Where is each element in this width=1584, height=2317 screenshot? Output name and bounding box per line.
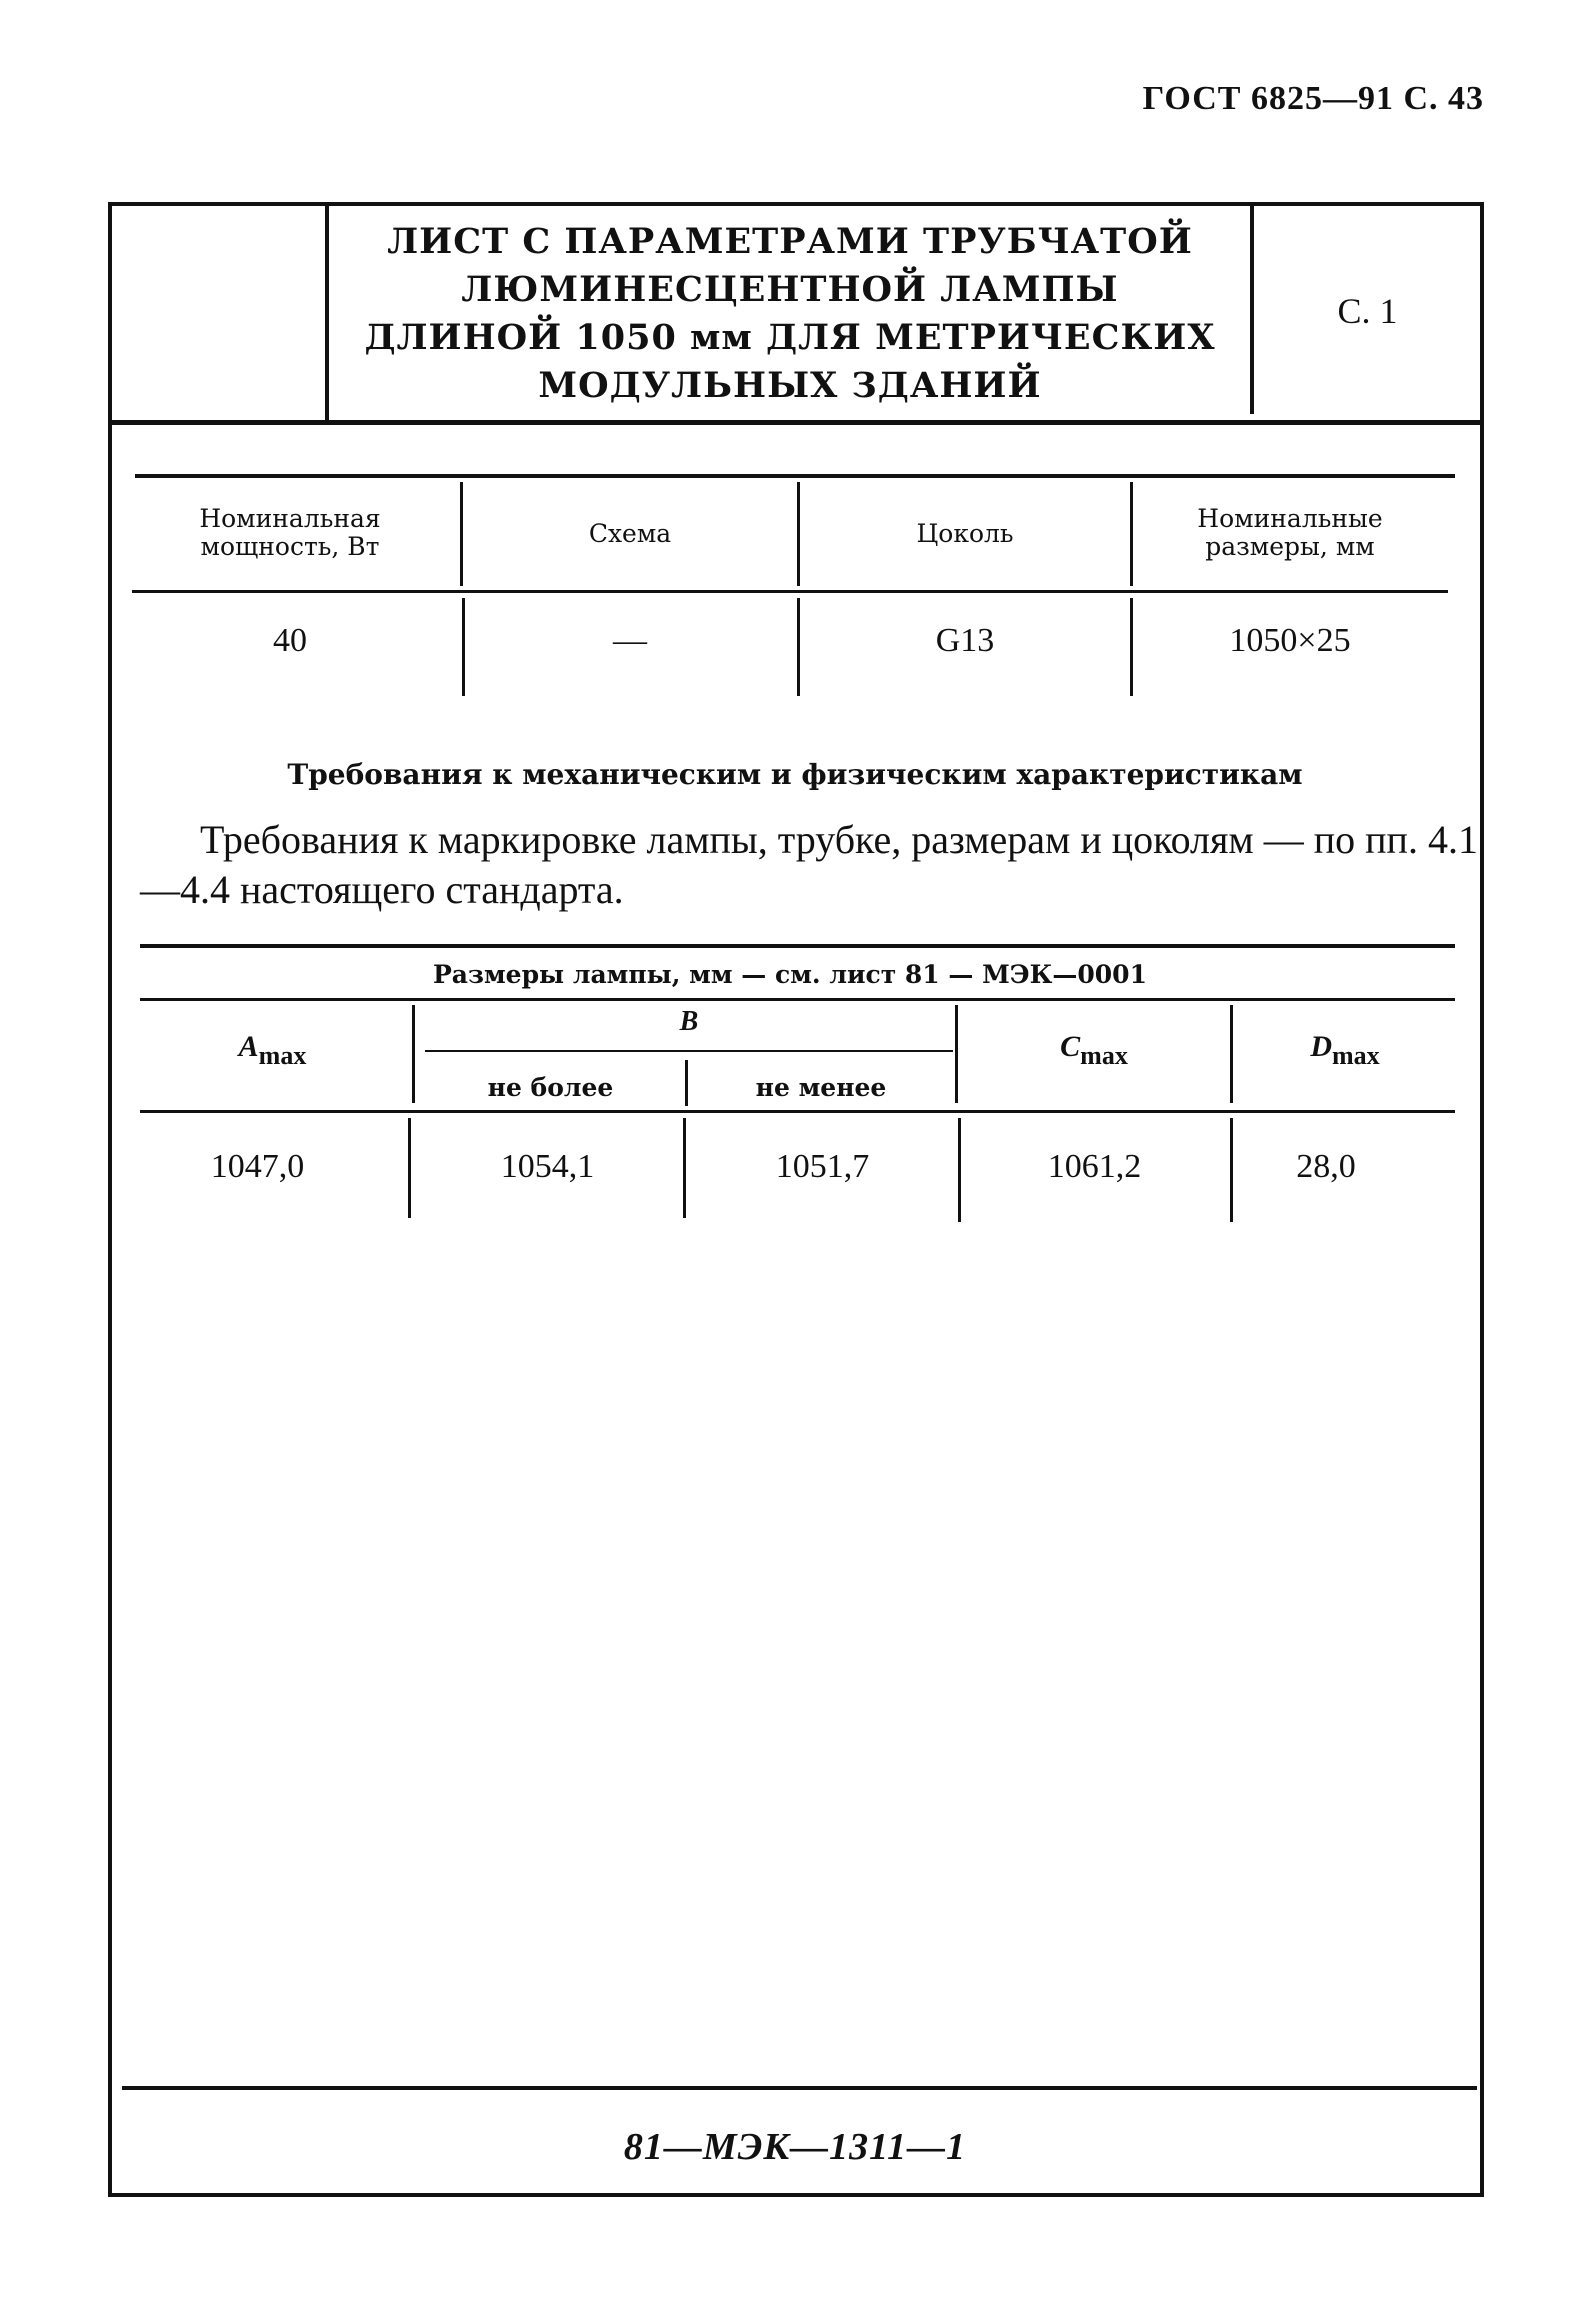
value-d: 28,0	[1296, 1148, 1356, 1185]
dims-col-divider	[412, 1005, 415, 1103]
header-c	[960, 1030, 1228, 1071]
value-scheme: —	[613, 622, 647, 659]
header-a-sub: max	[258, 1041, 307, 1070]
header-a-letter: A	[238, 1030, 259, 1063]
header-b-min: не менее	[755, 1073, 887, 1102]
dims-caption-rule	[140, 998, 1455, 1001]
value-power: 40	[273, 622, 307, 659]
title-line: ДЛИНОЙ 1050 мм ДЛЯ МЕТРИЧЕСКИХ	[364, 317, 1216, 358]
value-a: 1047,0	[210, 1148, 305, 1185]
sheet-frame	[108, 202, 1484, 2197]
title-line: ЛЮМИНЕСЦЕНТНОЙ ЛАМПЫ	[461, 269, 1119, 310]
header-scheme: Схема	[588, 519, 672, 548]
dims-caption: Размеры лампы, мм — см. лист 81 — МЭК—0001	[433, 960, 1147, 989]
dims-col-divider	[408, 1118, 411, 1218]
header-a	[140, 1030, 405, 1071]
params-col-divider	[460, 482, 463, 586]
dims-top-rule	[140, 944, 1455, 948]
params-col-divider	[797, 482, 800, 586]
dims-col-divider	[1230, 1005, 1233, 1103]
header-c-sub: max	[1080, 1041, 1128, 1070]
params-col-divider	[1130, 598, 1133, 696]
value-b-min: 1051,7	[775, 1148, 870, 1185]
params-header-rule	[132, 590, 1448, 593]
header-power-line: Номинальная	[199, 504, 381, 533]
header-power-line: мощность, Вт	[200, 532, 380, 561]
params-col-divider	[1130, 482, 1133, 586]
value-size: 1050×25	[1229, 622, 1351, 659]
params-top-rule	[135, 474, 1455, 478]
sheet-number: С. 1	[1337, 291, 1398, 331]
header-d-sub: max	[1332, 1041, 1380, 1070]
footer-code: 81—МЭК—1311—1	[623, 2126, 967, 2168]
dims-col-divider	[958, 1118, 961, 1222]
header-b-max: не более	[487, 1073, 614, 1102]
title-bottom-rule	[112, 420, 1480, 425]
value-c: 1061,2	[1047, 1148, 1142, 1185]
section-heading: Требования к механическим и физическим характеристикам	[287, 758, 1303, 791]
title-divider-left	[325, 206, 329, 420]
header-base: Цоколь	[916, 519, 1014, 548]
value-base: G13	[935, 622, 995, 659]
header-d-letter: D	[1310, 1030, 1332, 1063]
requirements-paragraph: Требования к маркировке лампы, трубке, размерам и цоколям — по пп. 4.1—4.4 настоящего стандарта.	[140, 817, 1478, 912]
footer-rule	[122, 2086, 1477, 2090]
params-col-divider	[462, 598, 465, 696]
dims-header-rule	[140, 1110, 1455, 1113]
header-c-letter: C	[1060, 1030, 1081, 1063]
dims-col-divider	[955, 1005, 958, 1103]
dims-col-divider	[1230, 1118, 1233, 1222]
value-b-max: 1054,1	[500, 1148, 595, 1185]
header-b: B	[679, 1006, 699, 1037]
title-line: ЛИСТ С ПАРАМЕТРАМИ ТРУБЧАТОЙ	[387, 221, 1193, 262]
header-size	[1140, 505, 1440, 561]
dims-col-divider	[683, 1118, 686, 1218]
sheet-title	[330, 218, 1250, 410]
title-divider-right	[1250, 206, 1254, 414]
header-size-line: Номинальные	[1197, 504, 1383, 533]
header-size-line: размеры, мм	[1205, 532, 1375, 561]
page-header: ГОСТ 6825—91 С. 43	[1142, 80, 1484, 117]
params-col-divider	[797, 598, 800, 696]
dims-b-rule	[425, 1050, 953, 1052]
header-power	[140, 505, 440, 561]
header-d	[1235, 1030, 1455, 1071]
title-line: МОДУЛЬНЫХ ЗДАНИЙ	[538, 365, 1042, 406]
dims-col-divider	[685, 1060, 688, 1106]
